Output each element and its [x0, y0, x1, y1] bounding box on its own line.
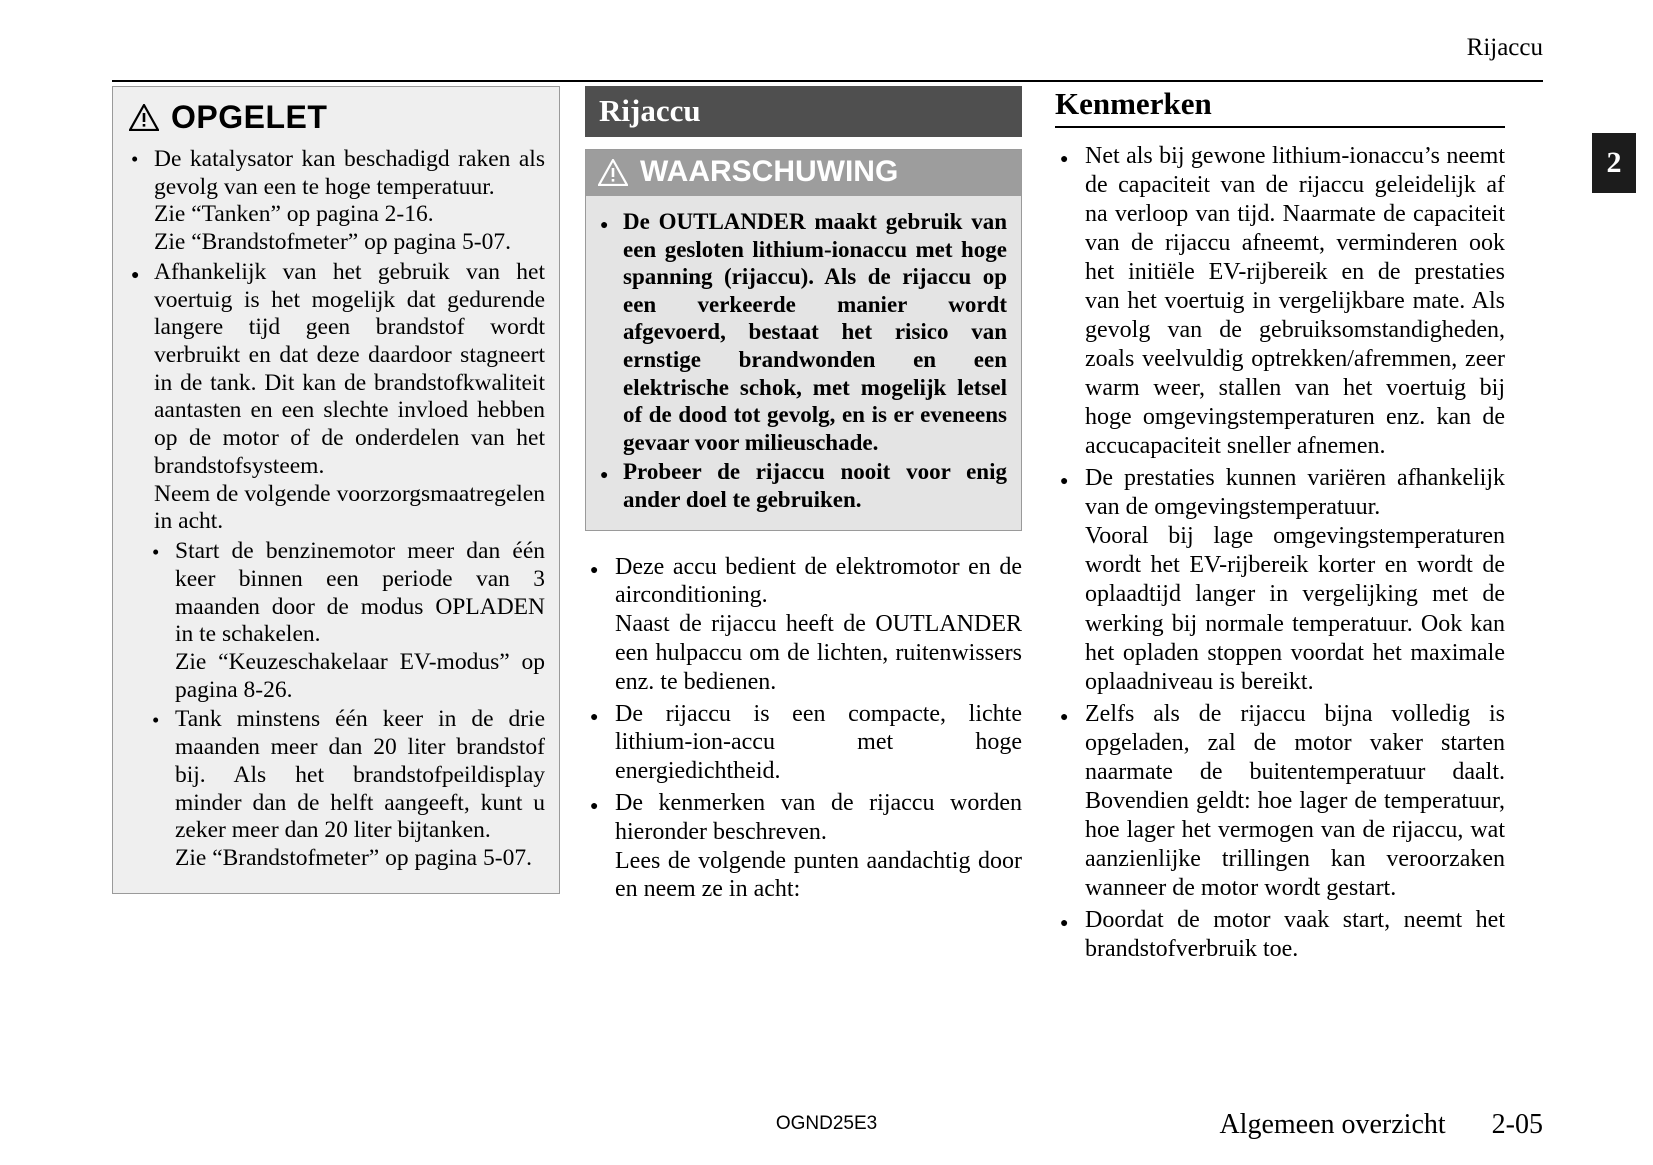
- column-right: [1055, 86, 1505, 967]
- footer-page-number: 2-05: [1491, 1109, 1543, 1140]
- list-item-line: Zie “Brandstofmeter” op pagina 5-07.: [175, 844, 532, 871]
- list-item-line: Probeer de rijaccu nooit voor enig ander doel te gebruiken.: [623, 459, 1007, 512]
- bullet-dot-icon: [590, 553, 598, 582]
- list-item: [596, 458, 1007, 513]
- column-left: [112, 86, 560, 894]
- caution-title-text: OPGELET: [171, 99, 328, 135]
- list-item: [127, 146, 545, 257]
- bullet-dot-icon: [600, 458, 608, 487]
- running-header-title: Rijaccu: [1466, 34, 1543, 61]
- section-body-list: [585, 553, 1022, 905]
- bullet-small-icon: [152, 707, 159, 735]
- list-item: [585, 789, 1022, 904]
- list-item: [149, 706, 545, 872]
- list-item-line: Zelfs als de rijaccu bijna volledig is opgeladen, zal de motor vaker starten naarmate de buitentemperatuur daalt. Bovendien geldt: hoe lager de temperatuur, hoe lager het vermogen van de rijaccu, wat aanzienlijke trillingen kan veroorzaken wanneer de motor wordt gestart.: [1085, 700, 1505, 901]
- list-item: [596, 208, 1007, 456]
- bullet-dot-icon: [1060, 700, 1068, 729]
- features-list: [1055, 142, 1505, 964]
- list-item-line: Afhankelijk van het gebruik van het voertuig is het mogelijk dat gedurende langere tijd geen brandstof wordt verbruikt en dat deze daardoor stagneert in de tank. Dit kan de brandstofkwaliteit aantasten en een slechte invloed hebben op de motor of de onderdelen van het brandstofsysteem.: [154, 258, 545, 479]
- chapter-tab: 2: [1592, 133, 1636, 193]
- list-item-line: De rijaccu is een compacte, lichte lithium-ion-accu met hoge energiedichtheid.: [615, 700, 1022, 785]
- footer: [1219, 1109, 1543, 1141]
- header-divider: [112, 80, 1543, 82]
- list-item: [585, 700, 1022, 786]
- bullet-dot-icon: [1060, 906, 1068, 935]
- list-item-line: Zie “Tanken” op pagina 2-16.: [154, 201, 434, 228]
- list-item-line: Doordat de motor vaak start, neemt het brandstofverbruik toe.: [1085, 906, 1505, 962]
- list-item: [1055, 464, 1505, 696]
- list-item-line: Start de benzinemotor meer dan één keer binnen een periode van 3 maanden door de modus OPLADEN in te schakelen.: [175, 538, 545, 648]
- list-item: [149, 538, 545, 704]
- caution-title: [129, 99, 545, 136]
- list-item-line: Neem de volgende voorzorgsmaatregelen in acht.: [154, 480, 545, 535]
- bullet-dot-icon: [600, 208, 608, 237]
- list-item: [1055, 142, 1505, 461]
- warning-header: [586, 150, 1021, 196]
- list-item-line: Naast de rijaccu heeft de OUTLANDER een hulpaccu om de lichten, ruitenwissers enz. te bedienen.: [615, 611, 1022, 695]
- features-heading: Kenmerken: [1055, 86, 1505, 128]
- list-item-line: Tank minstens één keer in de drie maanden meer dan 20 liter brandstof bij. Als het brandstofpeildisplay minder dan de helft aangeeft, kunt u zeker meer dan 20 liter bijtanken.: [175, 706, 545, 844]
- caution-box: [112, 86, 560, 894]
- list-item-line: Lees de volgende punten aandachtig door en neem ze in acht:: [615, 847, 1022, 903]
- list-item-line: De prestaties kunnen variëren afhankelijk van de omgevingstemperatuur.: [1085, 465, 1505, 521]
- warning-triangle-icon: [598, 159, 628, 186]
- list-item-line: Net als bij gewone lithium-ionaccu’s neemt de capaciteit van de rijaccu geleidelijk af na verloop van tijd. Naarmate de capaciteit van de rijaccu afneemt, verminderen ook het initiële EV-rijbereik en de prestaties van het voertuig in vergelijkbare mate. Als gevolg van de gebruiksomstandigheden, zoals veelvuldig optrekken/afremmen, zeer warm weer, stallen van het voertuig bij hoge omgevingstemperaturen enz. kan de accucapaciteit sneller afnemen.: [1085, 143, 1505, 460]
- bullet-small-icon: [131, 146, 138, 174]
- list-item-line: De OUTLANDER maakt gebruik van een gesloten lithium-ionaccu met hoge spanning (rijaccu). Als de rijaccu op een verkeerde manier wordt afgevoerd, bestaat het risico van ernstige brandwonden en een elektrische schok, met mogelijk letsel of de dood tot gevolg, en is er eveneens gevaar voor milieuschade.: [623, 209, 1007, 455]
- list-item: [585, 553, 1022, 697]
- list-item: [1055, 906, 1505, 964]
- section-title-bar: Rijaccu: [585, 86, 1022, 137]
- list-item: [1055, 700, 1505, 903]
- list-item-line: Vooral bij lage omgevingstemperaturen wordt het EV-rijbereik korter en wordt de oplaadtijd langer in vergelijking met de werking bij normale temperatuur. Ook kan het opladen stoppen voordat het maximale oplaadniveau is bereikt.: [1085, 523, 1505, 695]
- list-item-line: Deze accu bedient de elektromotor en de airconditioning.: [615, 553, 1022, 609]
- caution-list: [127, 146, 545, 873]
- bullet-dot-icon: [131, 259, 139, 287]
- bullet-dot-icon: [590, 789, 598, 818]
- warning-title-text: WAARSCHUWING: [640, 155, 899, 188]
- list-item-line: De kenmerken van de rijaccu worden hieronder beschreven.: [615, 789, 1022, 845]
- footer-section-label: Algemeen overzicht: [1219, 1109, 1446, 1140]
- list-item-line: De katalysator kan beschadigd raken als gevolg van een te hoge temperatuur.: [154, 146, 545, 200]
- warning-triangle-icon: [129, 104, 159, 131]
- warning-body: [586, 196, 1021, 530]
- list-item-line: Zie “Brandstofmeter” op pagina 5-07.: [154, 229, 511, 256]
- bullet-dot-icon: [1060, 142, 1068, 171]
- bullet-dot-icon: [590, 700, 598, 729]
- bullet-dot-icon: [1060, 464, 1068, 493]
- list-item: [127, 259, 545, 536]
- bullet-small-icon: [152, 539, 159, 567]
- list-item-line: Zie “Keuzeschakelaar EV-modus” op pagina 8-26.: [175, 648, 545, 703]
- footer-document-code: OGND25E3: [775, 1113, 878, 1134]
- warning-box: [585, 149, 1022, 531]
- warning-list: [596, 208, 1007, 514]
- column-middle: [585, 86, 1022, 907]
